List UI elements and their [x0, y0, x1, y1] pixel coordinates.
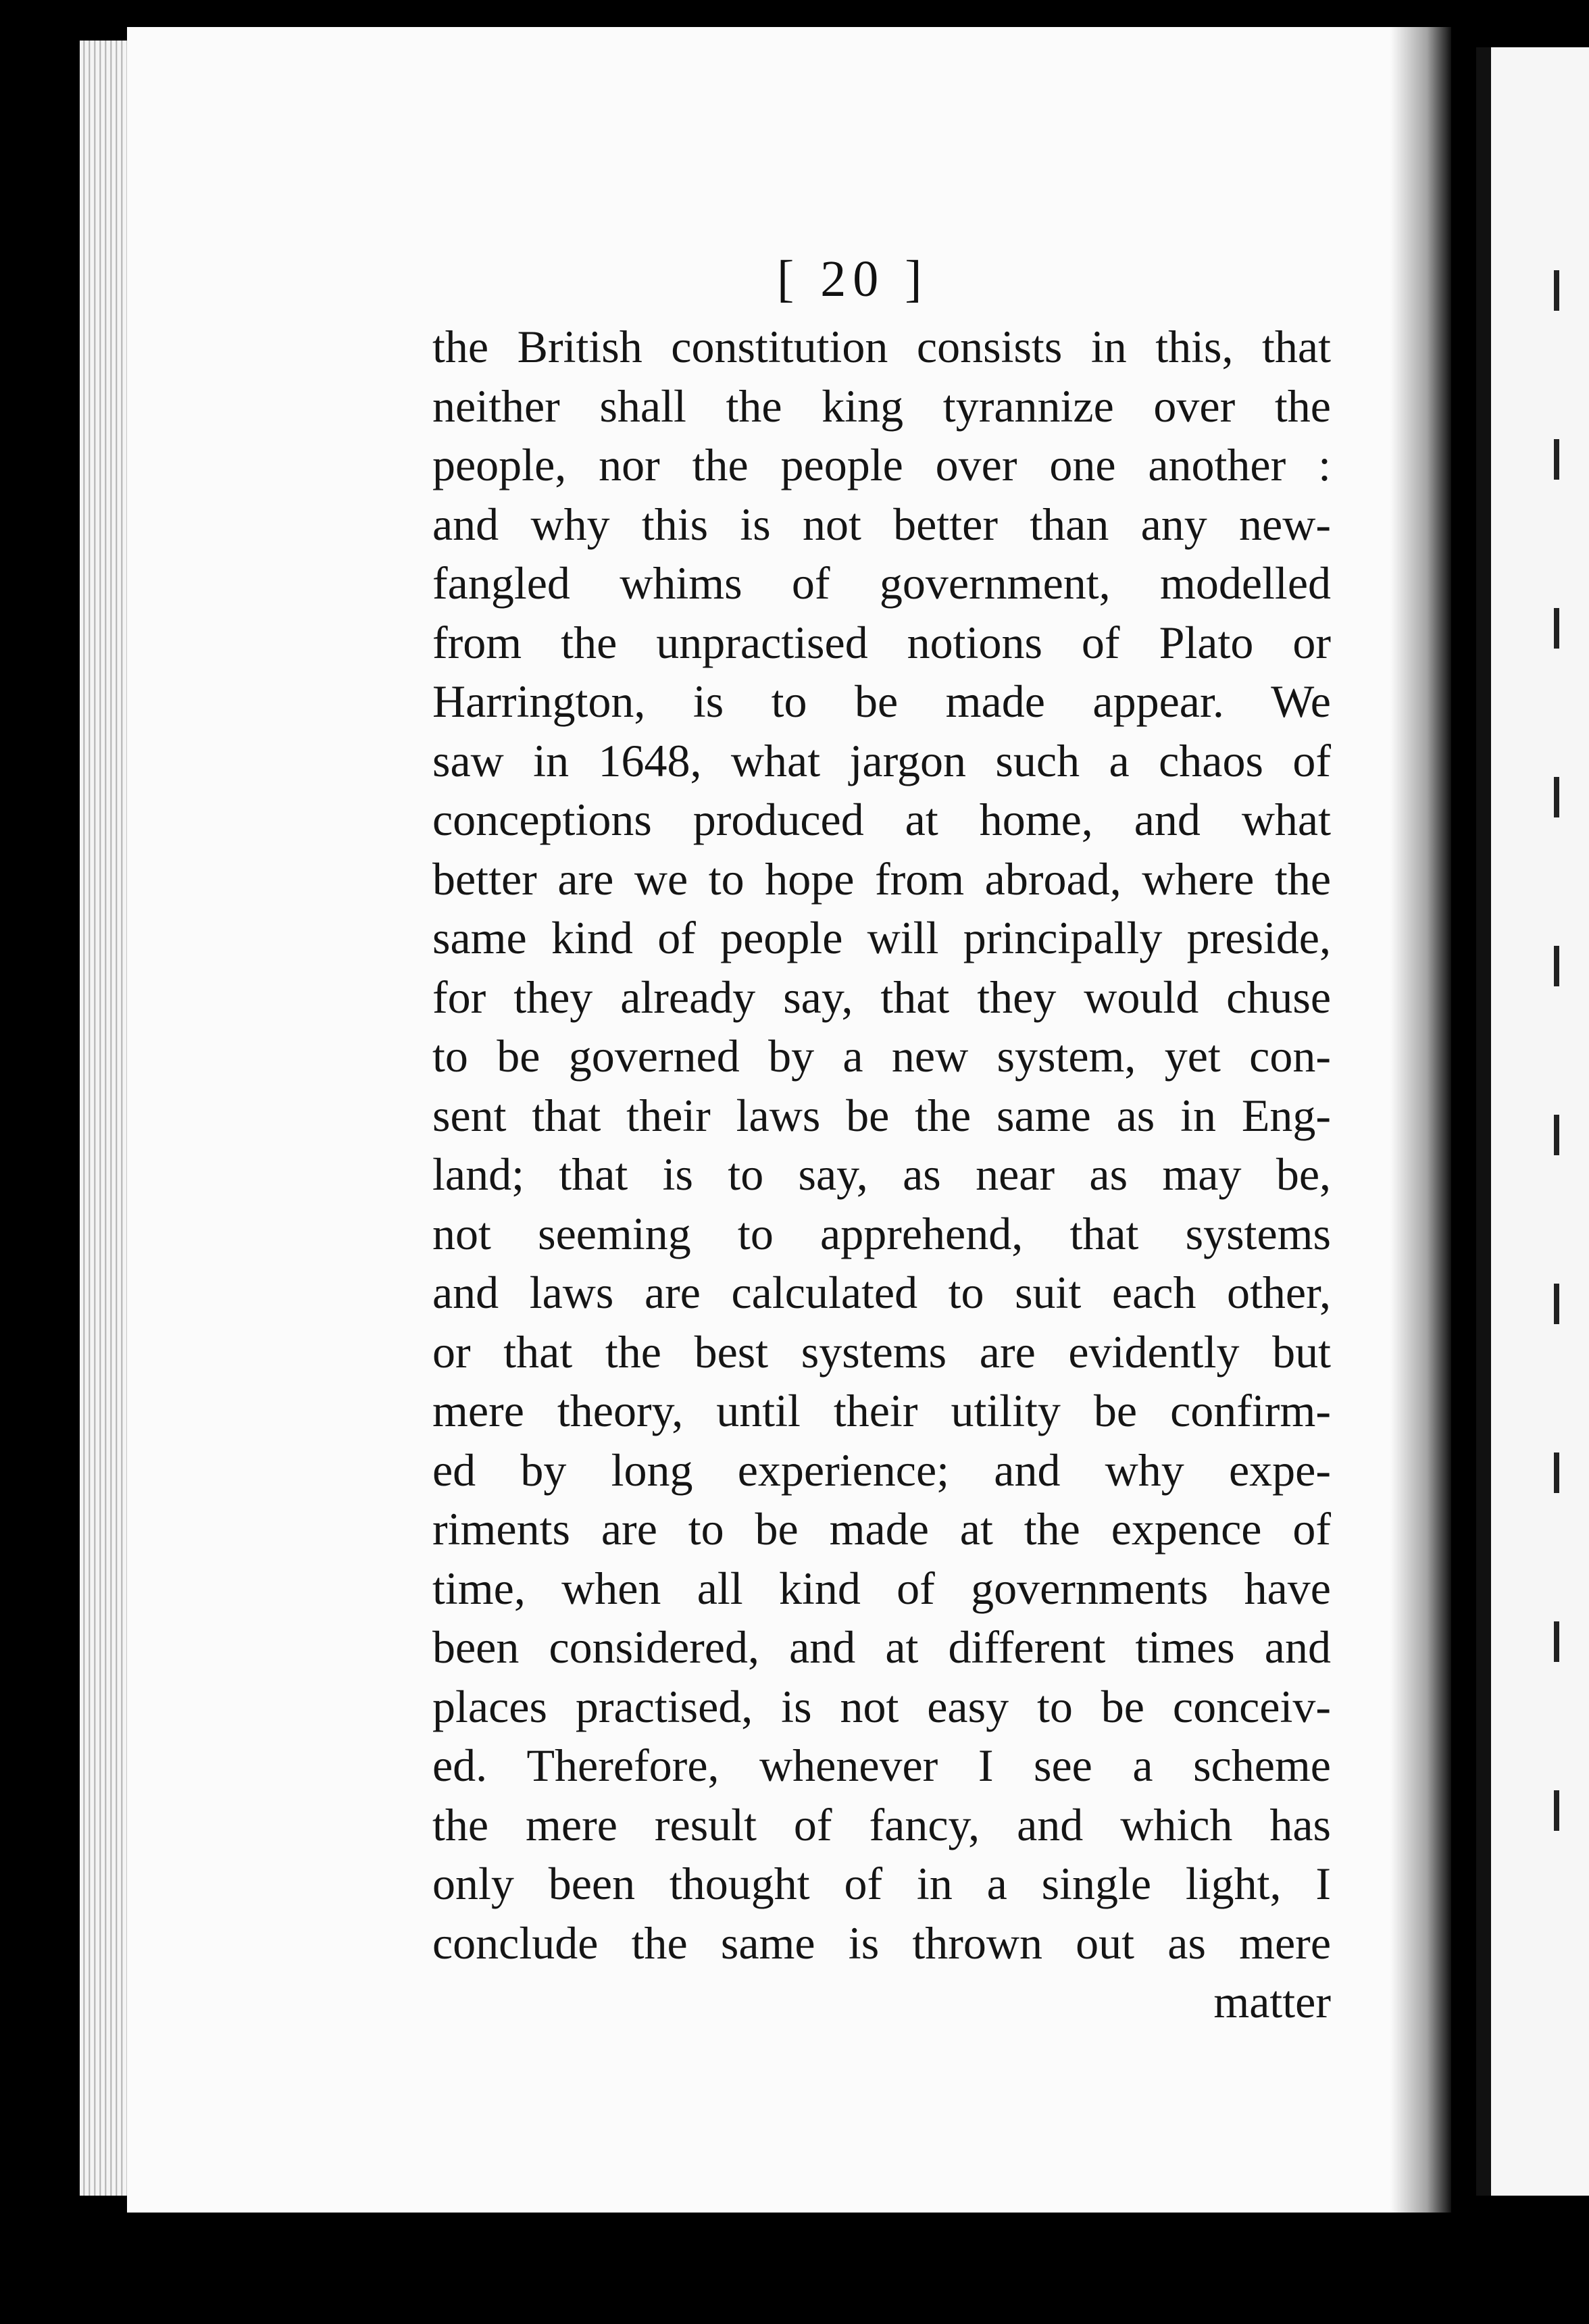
text-line: conclude the same is thrown out as mere [432, 1917, 1331, 1969]
text-line: mere theory, until their utility be confirm- [432, 1385, 1331, 1436]
gutter-shadow [1390, 27, 1451, 2213]
text-line: saw in 1648, what jargon such a chaos of [432, 734, 1331, 786]
text-line: ed. Therefore, whenever I see a scheme [432, 1740, 1331, 1791]
text-line: people, nor the people over one another : [432, 439, 1331, 490]
text-line: the mere result of fancy, and which has [432, 1798, 1331, 1850]
page-number: [ 20 ] [777, 251, 929, 307]
text-line: the British constitution consists in this, that [432, 321, 1331, 372]
text-line: and laws are calculated to suit each other, [432, 1267, 1331, 1318]
text-line: Harrington, is to be made appear. We [432, 676, 1331, 727]
text-line: or that the best systems are evidently but [432, 1325, 1331, 1378]
text-line: and why this is not better than any new- [432, 498, 1331, 550]
text-line: neither shall the king tyrannize over the [432, 380, 1331, 432]
text-line: to be governed by a new system, yet con- [432, 1030, 1331, 1082]
catchword: matter [1213, 1976, 1331, 2027]
text-line: time, when all kind of governments have [432, 1562, 1331, 1614]
text-line: ed by long experience; and why expe- [432, 1444, 1331, 1496]
text-line: sent that their laws be the same as in Eng- [432, 1089, 1331, 1141]
page-edges [80, 41, 128, 2196]
body-text [432, 318, 1331, 2032]
text-line: only been thought of in a single light, I [432, 1858, 1331, 1909]
text-line: places practised, is not easy to be conceiv- [432, 1680, 1331, 1732]
text-line: been considered, and at different times and [432, 1621, 1331, 1673]
text-line: for they already say, that they would chuse [432, 971, 1331, 1023]
text-line: from the unpractised notions of Plato or [432, 616, 1331, 668]
facing-page-marks [1554, 270, 1574, 1959]
text-line: same kind of people will principally preside, [432, 912, 1331, 963]
text-line: better are we to hope from abroad, where the [432, 853, 1331, 905]
text-line: conceptions produced at home, and what [432, 794, 1331, 845]
text-line: riments are to be made at the expence of [432, 1503, 1331, 1555]
text-line: not seeming to apprehend, that systems [432, 1207, 1331, 1259]
text-line: land; that is to say, as near as may be, [432, 1148, 1331, 1200]
text-line: fangled whims of government, modelled [432, 557, 1331, 609]
